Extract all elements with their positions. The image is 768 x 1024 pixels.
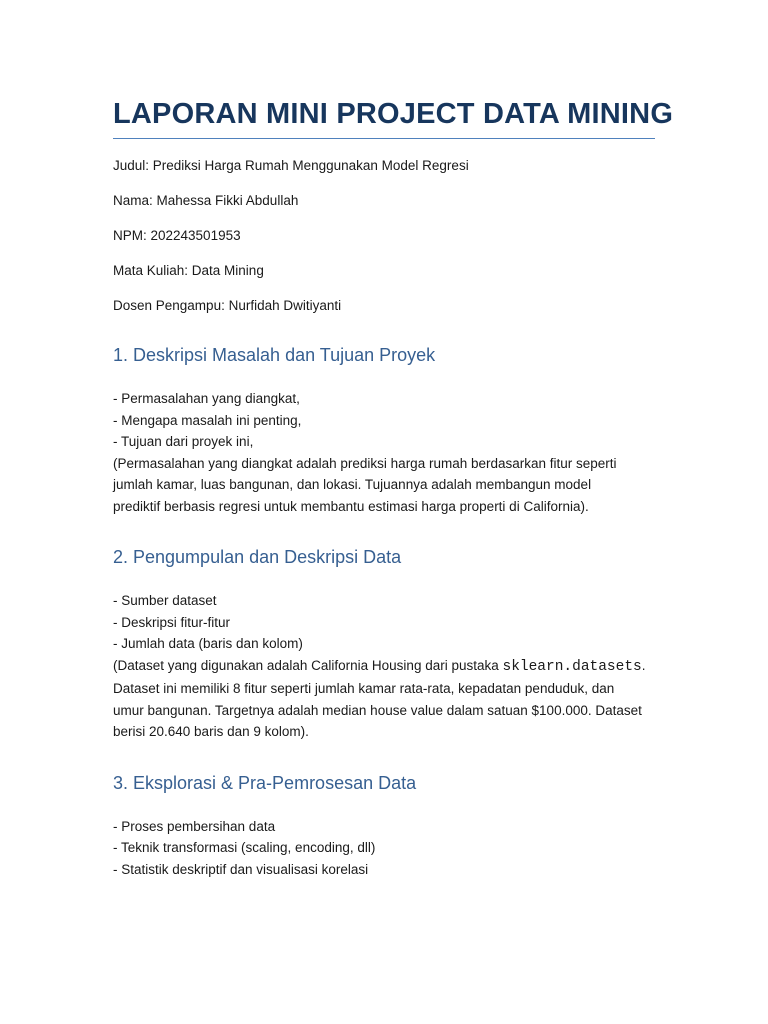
section-1-paragraph-line: jumlah kamar, luas bangunan, dan lokasi. Tujuannya adalah membangun model (113, 477, 592, 492)
code-sklearn-datasets: sklearn.datasets (502, 658, 642, 675)
document-page (113, 96, 674, 880)
section-3-heading: 3. Eksplorasi & Pra-Pemrosesan Data (113, 772, 417, 793)
meta-mata-kuliah: Mata Kuliah: Data Mining (113, 263, 264, 278)
section-1 (113, 343, 658, 517)
meta-nama: Nama: Mahessa Fikki Abdullah (113, 193, 299, 208)
paragraph-text: . (641, 657, 646, 673)
section-1-paragraph-line: prediktif berbasis regresi untuk membantu estimasi harga properti di California). (113, 498, 589, 514)
meta-judul: Judul: Prediksi Harga Rumah Menggunakan Model Regresi (113, 158, 469, 173)
document-title: LAPORAN MINI PROJECT DATA MINING (113, 98, 674, 130)
paragraph-text: (Dataset yang digunakan adalah California Housing dari pustaka (113, 657, 503, 673)
title-underline (113, 138, 655, 139)
meta-dosen: Dosen Pengampu: Nurfidah Dwitiyanti (113, 298, 342, 313)
list-item: - Proses pembersihan data (113, 818, 276, 834)
section-2-bullets (113, 590, 658, 655)
section-2-paragraph-line: Dataset ini memiliki 8 fitur seperti jumlah kamar rata-rata, kepadatan penduduk, dan (113, 681, 615, 696)
section-1-heading: 1. Deskripsi Masalah dan Tujuan Proyek (113, 345, 436, 365)
section-2-paragraph-first-line (113, 655, 658, 679)
list-item: - Permasalahan yang diangkat, (113, 391, 300, 406)
meta-block (113, 157, 658, 315)
list-item: - Sumber dataset (113, 593, 217, 608)
section-2-paragraph-line: umur bangunan. Targetnya adalah median house value dalam satuan $100.000. Dataset (113, 702, 642, 718)
list-item: - Deskripsi fitur-fitur (113, 614, 231, 630)
section-1-paragraph-line: (Permasalahan yang diangkat adalah prediksi harga rumah berdasarkan fitur seperti (113, 455, 617, 471)
section-2-paragraph-line: berisi 20.640 baris dan 9 kolom). (113, 724, 309, 739)
meta-npm: NPM: 202243501953 (113, 228, 241, 243)
list-item: - Tujuan dari proyek ini, (113, 434, 254, 449)
list-item: - Jumlah data (baris dan kolom) (113, 636, 303, 651)
section-3 (113, 771, 658, 881)
section-2 (113, 545, 658, 743)
section-3-bullets (113, 816, 658, 881)
list-item: - Mengapa masalah ini penting, (113, 412, 302, 428)
list-item: - Statistik deskriptif dan visualisasi korelasi (113, 861, 369, 877)
section-1-bullets (113, 388, 658, 453)
list-item: - Teknik transformasi (scaling, encoding, dll) (113, 840, 376, 855)
section-2-heading: 2. Pengumpulan dan Deskripsi Data (113, 547, 402, 567)
